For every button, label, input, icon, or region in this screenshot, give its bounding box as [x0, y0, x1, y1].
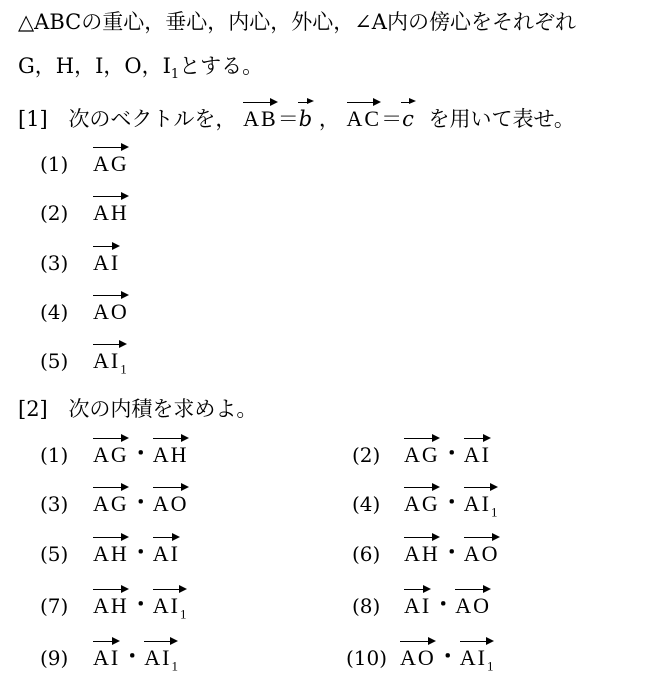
dot-operator: ・	[437, 644, 458, 668]
vector: AO	[93, 294, 129, 326]
dot-operator: ・	[433, 592, 454, 616]
comma: ，	[318, 107, 340, 131]
s2-item-10-label: (10)	[346, 646, 388, 670]
vector-b: $AI_1$	[460, 640, 494, 680]
vector-a: AG	[93, 437, 129, 469]
s2-item-3	[93, 486, 189, 520]
s1-item-3	[93, 245, 120, 279]
dot-operator: ・	[130, 592, 151, 616]
vector-b: AI	[153, 536, 180, 568]
s1-item-2-label: (2)	[40, 201, 69, 225]
vector-b: AO	[455, 588, 491, 620]
s2-item-1	[93, 437, 189, 471]
dot-operator: ・	[441, 540, 462, 564]
s2-item-1-label: (1)	[40, 443, 69, 467]
dot-operator: ・	[130, 490, 151, 514]
vector: AI	[93, 245, 120, 277]
vector-b: AI	[464, 437, 491, 469]
s1-item-1	[93, 146, 129, 180]
s2-item-9	[93, 640, 178, 680]
s1-item-4	[93, 294, 129, 328]
s1-item-4-label: (4)	[40, 300, 69, 324]
section2-marker: [2]	[18, 397, 48, 421]
vector-a: AH	[93, 536, 129, 568]
s1-item-2	[93, 195, 129, 229]
section1-heading	[18, 101, 575, 133]
vector-a: AO	[400, 640, 436, 672]
s2-item-4	[404, 486, 498, 526]
s2-item-9-label: (9)	[40, 646, 69, 670]
section2-text: 次の内積を求めよ。	[68, 397, 258, 421]
section1-text-prefix: 次のベクトルを，	[68, 107, 237, 131]
s2-item-6-label: (6)	[352, 542, 381, 566]
dot-operator: ・	[130, 441, 151, 465]
s2-item-8-label: (8)	[352, 594, 381, 618]
dot-operator: ・	[441, 490, 462, 514]
s2-item-7	[93, 588, 187, 628]
vector-b: AH	[153, 437, 189, 469]
vector: AG	[93, 146, 129, 178]
vector-a: AG	[404, 486, 440, 518]
vector-a: AI	[93, 640, 120, 672]
vector-a: AH	[404, 536, 440, 568]
intro-sub: 1	[170, 67, 180, 82]
section2-heading	[18, 395, 257, 423]
s2-item-10	[400, 640, 494, 680]
s1-item-5-label: (5)	[40, 349, 69, 373]
vector-ab: AB	[243, 101, 278, 133]
vector-a: AG	[93, 486, 129, 518]
vector-a: AI	[404, 588, 431, 620]
s2-item-5	[93, 536, 180, 570]
vector-a: AH	[93, 588, 129, 620]
s2-item-8	[404, 588, 491, 622]
dot-operator: ・	[441, 441, 462, 465]
section1-text-suffix: を用いて表せ。	[428, 107, 575, 131]
vector-a: AG	[404, 437, 440, 469]
dot-operator: ・	[122, 644, 143, 668]
intro-suffix: とする。	[179, 54, 264, 78]
vector: AH	[93, 195, 129, 227]
vector-c: c	[402, 101, 414, 133]
intro-line-2	[18, 52, 263, 89]
vector-b: $AI_1$	[153, 588, 187, 628]
s1-item-5	[93, 343, 127, 383]
vector-b: b	[299, 101, 312, 133]
intro-text-1: △ABCの重心，垂心，内心，外心，∠A内の傍心をそれぞれ	[18, 10, 576, 34]
s1-item-1-label: (1)	[40, 152, 69, 176]
intro-points: G，H，I，O，I	[18, 54, 171, 78]
s2-item-2-label: (2)	[352, 443, 381, 467]
s2-item-6	[404, 536, 500, 570]
equals-1: ＝	[277, 107, 299, 131]
s1-item-3-label: (3)	[40, 251, 69, 275]
s2-item-5-label: (5)	[40, 542, 69, 566]
vector-ac: AC	[347, 101, 382, 133]
dot-operator: ・	[130, 540, 151, 564]
intro-line-1	[18, 8, 576, 36]
vector-b: AO	[153, 486, 189, 518]
s2-item-2	[404, 437, 491, 471]
section1-marker: [1]	[18, 107, 48, 131]
s2-item-4-label: (4)	[352, 492, 381, 516]
vector-b: $AI_1$	[144, 640, 178, 680]
vector-b: AO	[464, 536, 500, 568]
s2-item-7-label: (7)	[40, 594, 69, 618]
vector-b: $AI_1$	[464, 486, 498, 526]
s2-item-3-label: (3)	[40, 492, 69, 516]
equals-2: ＝	[381, 107, 403, 131]
vector: $AI_1$	[93, 343, 127, 383]
